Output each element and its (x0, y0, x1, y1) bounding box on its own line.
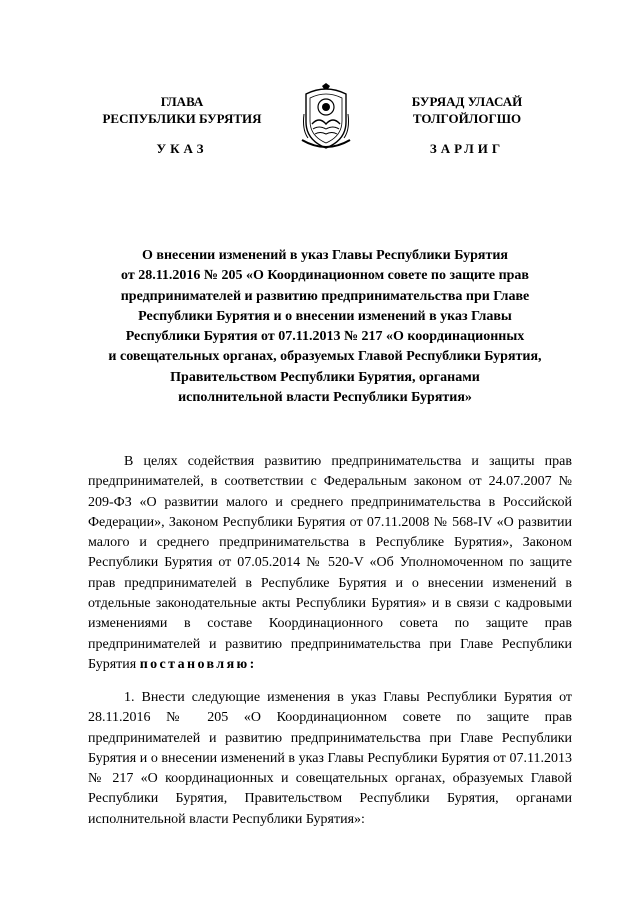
document-title (70, 246, 580, 408)
issuer-buryat (382, 93, 552, 127)
issuer-ru-line1: ГЛАВА (160, 94, 204, 109)
decree-label-russian: УКАЗ (156, 141, 208, 156)
issuer-bxr-line1: БУРЯАД УЛАСАЙ (411, 94, 523, 109)
resolve-phrase: постановляю: (139, 656, 257, 672)
preamble-paragraph (88, 452, 572, 675)
decree-label-buryat: ЗАРЛИГ (429, 141, 505, 156)
title-line: Правительством Республики Бурятия, органами (170, 369, 480, 385)
issuer-bxr-line2: ТОЛГОЙЛОГШО (412, 111, 522, 126)
item-1-paragraph: 1. Внести следующие изменения в указ Главы Республики Бурятия от 28.11.2016 № 205 «О Координационном совете по защите прав предпринимателей и развитию предпринимательства при Главе Республики Бурятия и о внесении изменений в указ Главы Республики Бурятия от 07.11.2013 № 217 «О координационных и совещательных органах, образуемых Главой Республики Бурятия, Правительством Республики Бурятия, органами исполнительной власти Республики Бурятия»: (88, 690, 572, 827)
title-line: Республики Бурятия от 07.11.2013 № 217 «О координационных (125, 329, 525, 345)
title-line: предпринимателей и развитию предпринимательства при Главе (120, 288, 530, 304)
title-line: Республики Бурятия и о внесении изменений в указ Главы (138, 308, 512, 324)
title-line: от 28.11.2016 № 205 «О Координационном совете по защите прав (121, 268, 529, 284)
title-line: и совещательных органах, образуемых Главой Республики Бурятия, (108, 349, 542, 365)
title-line: О внесении изменений в указ Главы Республики Бурятия (142, 248, 508, 263)
issuer-ru-line2: РЕСПУБЛИКИ БУРЯТИЯ (102, 111, 262, 126)
issuer-russian (82, 93, 282, 127)
title-line: исполнительной власти Республики Бурятия» (178, 390, 472, 406)
coat-of-arms-emblem (298, 80, 354, 152)
preamble-text: В целях содействия развитию предпринимательства и защиты прав предпринимателей, в соответствии с Федеральным законом от 24.07.2007 № 209-ФЗ «О развитии малого и среднего предпринимательства в Российской Федерации», Законом Республики Бурятия от 07.11.2008 № 568-IV «О развитии малого и среднего предпринимательства в Республике Бурятия», Законом Республики Бурятия от 07.05.2014 № 520-V «Об Уполномоченном по защите прав предпринимателей в Республике Бурятия и о внесении изменений в отдельные законодательные акты Республики Бурятия» и в связи с кадровыми изменениями в составе Координационного совета по защите прав предпринимателей и развитию предпринимательства при Главе Республики Бурятия (88, 454, 572, 672)
